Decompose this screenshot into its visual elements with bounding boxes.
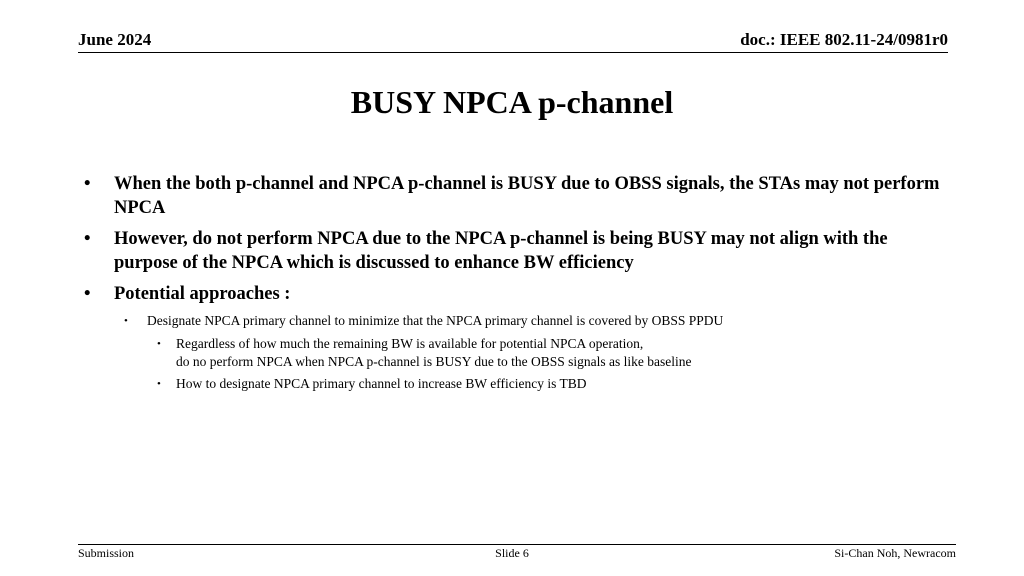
bullet-icon: •: [84, 284, 91, 304]
sub-sub-bullet-item: [84, 375, 944, 393]
header-date: June 2024: [78, 30, 152, 49]
footer-slide-number: Slide 6: [495, 546, 529, 560]
footer-author: Si-Chan Noh, Newracom: [834, 546, 956, 560]
sub-sub-bullet-text: Regardless of how much the remaining BW is available for potential NPCA operation,: [176, 336, 644, 351]
sub-sub-bullet-text-continued: do no perform NPCA when NPCA p-channel is BUSY due to the OBSS signals as like baseline: [176, 354, 692, 369]
sub-sub-bullet-item: [84, 335, 944, 371]
sub-bullet-text: Designate NPCA primary channel to minimize that the NPCA primary channel is covered by OBSS PPDU: [147, 313, 724, 328]
bullet-text: Potential approaches :: [114, 284, 291, 304]
bullet-icon: •: [84, 174, 91, 194]
sub-sub-bullet-text: How to designate NPCA primary channel to increase BW efficiency is TBD: [176, 376, 587, 391]
bullet-text: However, do not perform NPCA due to the NPCA p-channel is being BUSY may not align with the purpose of the NPCA which is discussed to enhance BW efficiency: [114, 229, 888, 273]
bullet-icon: •: [157, 338, 161, 350]
bullet-icon: •: [157, 378, 161, 390]
header-divider: [78, 52, 948, 53]
bullet-icon: •: [84, 229, 91, 249]
footer-submission: Submission: [78, 546, 135, 560]
slide-body: [84, 172, 944, 397]
header-doc-id: doc.: IEEE 802.11-24/0981r0: [740, 30, 948, 49]
bullet-item: [84, 282, 944, 306]
bullet-item: [84, 172, 944, 220]
footer-divider: [78, 544, 956, 545]
bullet-item: [84, 227, 944, 275]
bullet-text: When the both p-channel and NPCA p-channel is BUSY due to OBSS signals, the STAs may not perform NPCA: [114, 174, 940, 218]
slide-title: BUSY NPCA p-channel: [350, 84, 674, 120]
sub-bullet-item: [84, 312, 944, 330]
bullet-icon: •: [124, 315, 128, 327]
